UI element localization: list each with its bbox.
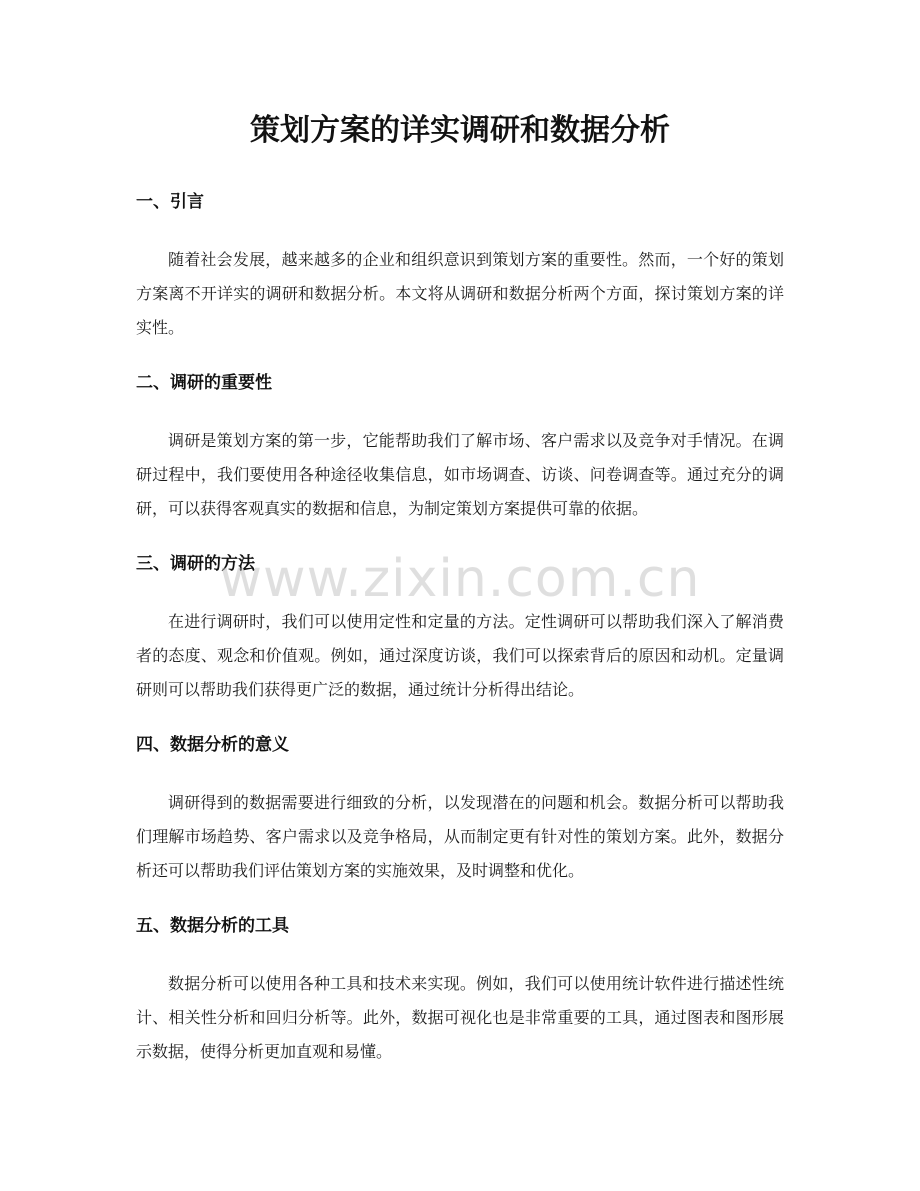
- section-heading: 一、引言: [136, 192, 204, 212]
- document-title: 策划方案的详实调研和数据分析: [250, 113, 670, 148]
- section-paragraph: 调研得到的数据需要进行细致的分析，以发现潜在的问题和机会。数据分析可以帮助我们理解市场趋势、客户需求以及竞争格局，从而制定更有针对性的策划方案。此外，数据分析还可以帮助我们评估策划方案的实施效果，及时调整和优化。: [136, 793, 784, 880]
- section-data-analysis-tools: [136, 910, 784, 1069]
- section-heading: 五、数据分析的工具: [136, 916, 289, 936]
- section-paragraph: 在进行调研时，我们可以使用定性和定量的方法。定性调研可以帮助我们深入了解消费者的态度、观念和价值观。例如，通过深度访谈，我们可以探索背后的原因和动机。定量调研则可以帮助我们获得更广泛的数据，通过统计分析得出结论。: [136, 612, 784, 699]
- section-introduction: [136, 186, 784, 345]
- watermark-text: www.zixin.com.cn: [219, 549, 701, 609]
- section-research-importance: [136, 367, 784, 526]
- section-paragraph: 随着社会发展，越来越多的企业和组织意识到策划方案的重要性。然而，一个好的策划方案离不开详实的调研和数据分析。本文将从调研和数据分析两个方面，探讨策划方案的详实性。: [136, 250, 784, 337]
- section-heading: 二、调研的重要性: [136, 373, 272, 393]
- section-paragraph: 数据分析可以使用各种工具和技术来实现。例如，我们可以使用统计软件进行描述性统计、相关性分析和回归分析等。此外，数据可视化也是非常重要的工具，通过图表和图形展示数据，使得分析更加直观和易懂。: [136, 974, 784, 1061]
- section-heading: 三、调研的方法: [136, 554, 255, 574]
- section-research-methods: [136, 548, 784, 707]
- section-heading: 四、数据分析的意义: [136, 735, 289, 755]
- section-data-analysis-meaning: [136, 729, 784, 888]
- section-paragraph: 调研是策划方案的第一步，它能帮助我们了解市场、客户需求以及竞争对手情况。在调研过程中，我们要使用各种途径收集信息，如市场调查、访谈、问卷调查等。通过充分的调研，可以获得客观真实的数据和信息，为制定策划方案提供可靠的依据。: [136, 431, 784, 518]
- document-body: [136, 186, 784, 1091]
